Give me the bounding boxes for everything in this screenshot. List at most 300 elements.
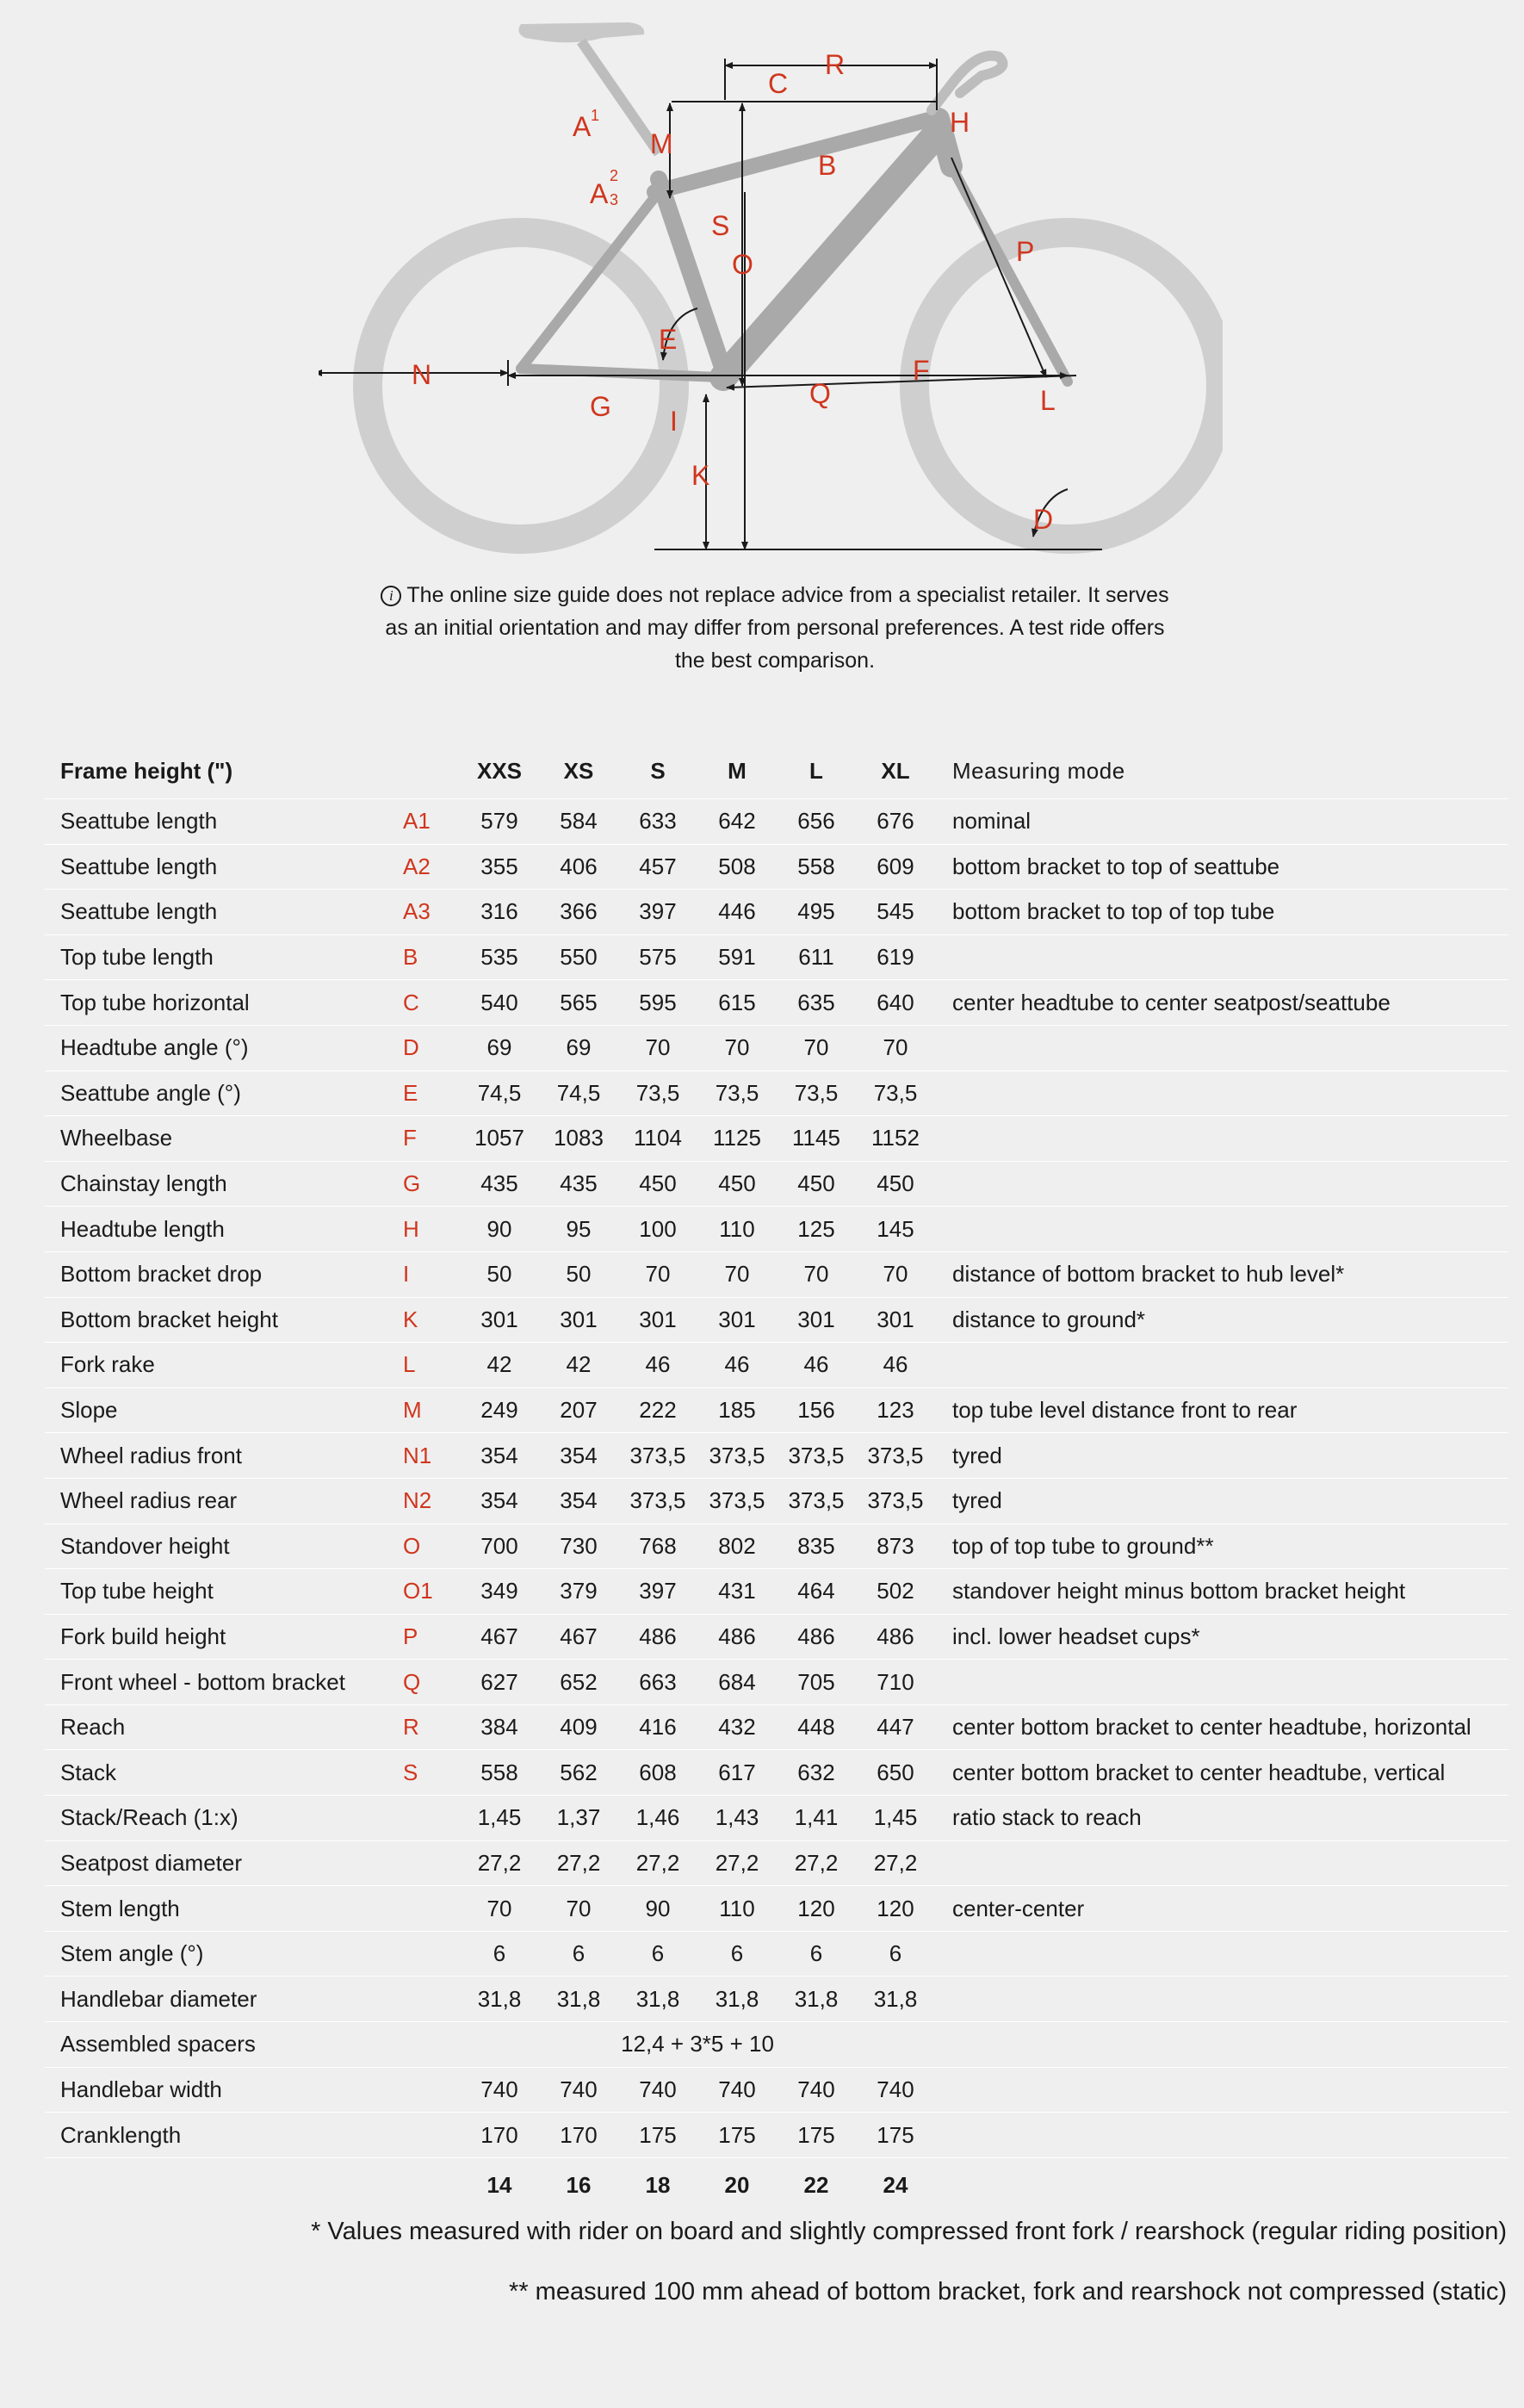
measuring-mode: tyred: [952, 1442, 1002, 1468]
info-icon: i: [381, 586, 401, 606]
table-row: [45, 844, 1509, 890]
svg-text:3: 3: [610, 191, 619, 208]
size-value: 207: [560, 1397, 598, 1424]
size-value: 467: [480, 1623, 518, 1649]
table-row: [45, 1207, 1509, 1252]
size-value: 435: [560, 1170, 598, 1197]
table-row: [45, 1116, 1509, 1162]
size-value: 27,2: [873, 1849, 918, 1876]
size-value: 110: [719, 1215, 755, 1242]
table-row: [45, 1297, 1509, 1343]
size-value: 558: [480, 1759, 518, 1785]
size-heading: L: [809, 757, 823, 784]
dimension-code: [403, 1840, 460, 1886]
measuring-mode: [935, 1071, 1509, 1116]
size-value: 6: [651, 1940, 665, 1967]
dimension-code: B: [403, 944, 418, 971]
measuring-mode: incl. lower headset cups*: [952, 1623, 1200, 1649]
dimension-name: Stem angle (°): [60, 1940, 204, 1967]
size-value: 802: [718, 1532, 756, 1559]
size-value: 435: [480, 1170, 518, 1197]
size-value: 650: [877, 1759, 914, 1785]
frame-height-value: 22: [803, 2172, 829, 2199]
measuring-mode: standover height minus bottom bracket height: [952, 1578, 1406, 1604]
svg-text:1: 1: [591, 107, 600, 124]
dimension-code: G: [403, 1170, 421, 1197]
measuring-mode: [935, 2022, 1509, 2068]
table-row: [45, 1977, 1509, 2022]
size-value: 558: [797, 853, 835, 879]
table-row: [45, 890, 1509, 935]
dimension-code: N2: [403, 1487, 432, 1514]
table-row: [45, 1569, 1509, 1615]
measuring-mode: [935, 934, 1509, 980]
size-value: 120: [877, 1895, 914, 1921]
dimension-code: Q: [403, 1668, 421, 1695]
table-row: [45, 1931, 1509, 1977]
size-value: 170: [560, 2121, 598, 2148]
size-value: 617: [718, 1759, 756, 1785]
size-value: 301: [718, 1306, 756, 1332]
measuring-mode: bottom bracket to top of top tube: [952, 898, 1275, 925]
size-value: 31,8: [477, 1985, 522, 2012]
size-value: 740: [797, 2076, 835, 2102]
size-value: 768: [639, 1532, 677, 1559]
label-i: I: [670, 406, 678, 437]
dimension-code: F: [403, 1125, 417, 1151]
table-header-row: [45, 743, 1509, 799]
dimension-name: Wheel radius rear: [60, 1487, 238, 1514]
dimension-name: Stack/Reach (1:x): [60, 1804, 239, 1831]
size-value: 432: [718, 1714, 756, 1741]
dimension-code: [403, 1886, 460, 1932]
size-value: 447: [877, 1714, 914, 1741]
dimension-name: Seattube length: [60, 898, 218, 925]
measuring-mode-heading: Measuring mode: [952, 757, 1125, 784]
frame-height-value: 14: [486, 2172, 512, 2199]
dimension-name: Wheel radius front: [60, 1442, 242, 1468]
size-value: 1,43: [715, 1804, 759, 1831]
size-value: 70: [645, 1261, 671, 1288]
dimension-code: C: [403, 989, 419, 1015]
size-value: 676: [877, 808, 914, 835]
size-value: 873: [877, 1532, 914, 1559]
size-heading: XL: [881, 757, 910, 784]
size-value: 6: [493, 1940, 506, 1967]
frame-height-value: 24: [883, 2172, 908, 2199]
size-value: 175: [718, 2121, 756, 2148]
saddle: [518, 22, 644, 42]
dimension-code: A2: [403, 853, 431, 879]
size-value: 591: [718, 944, 756, 971]
dimension-code: O1: [403, 1578, 433, 1604]
size-value: 27,2: [477, 1849, 522, 1876]
measuring-mode: top tube level distance front to rear: [952, 1397, 1298, 1424]
dimension-name: Slope: [60, 1397, 118, 1424]
size-value: 185: [718, 1397, 756, 1424]
size-value: 1104: [634, 1125, 682, 1151]
size-value: 642: [718, 808, 756, 835]
size-value: 640: [877, 989, 914, 1015]
size-value: 467: [560, 1623, 598, 1649]
dimension-name: Seattube length: [60, 853, 218, 879]
size-value: 663: [639, 1668, 677, 1695]
size-value: 6: [809, 1940, 823, 1967]
size-value: 175: [797, 2121, 835, 2148]
dimension-name: Top tube length: [60, 944, 214, 971]
size-value: 70: [803, 1261, 829, 1288]
size-value: 100: [639, 1215, 677, 1242]
label-d: D: [1033, 504, 1054, 535]
size-value: 355: [480, 853, 518, 879]
dimension-name: Headtube length: [60, 1215, 225, 1242]
size-value: 373,5: [867, 1487, 924, 1514]
measuring-mode: nominal: [952, 808, 1031, 835]
dimension-name: Front wheel - bottom bracket: [60, 1668, 345, 1695]
size-value: 301: [877, 1306, 914, 1332]
size-value: 579: [480, 808, 518, 835]
measuring-mode: [935, 2113, 1509, 2158]
dimension-code: S: [403, 1759, 418, 1785]
size-value: 50: [486, 1261, 512, 1288]
measuring-mode: tyred: [952, 1487, 1002, 1514]
measuring-mode: [935, 1116, 1509, 1162]
label-a1: A: [573, 111, 592, 142]
size-value: 633: [639, 808, 677, 835]
size-value: 446: [718, 898, 756, 925]
handlebar: [932, 56, 1003, 110]
size-value: 70: [724, 1034, 750, 1061]
size-value: 450: [718, 1170, 756, 1197]
size-value: 145: [877, 1215, 914, 1242]
size-value: 27,2: [794, 1849, 839, 1876]
size-value: 535: [480, 944, 518, 971]
size-value: 31,8: [873, 1985, 918, 2012]
size-value: 31,8: [556, 1985, 601, 2012]
size-value: 366: [560, 898, 598, 925]
table-row: [45, 1614, 1509, 1660]
size-value: 90: [645, 1895, 671, 1921]
label-l: L: [1040, 385, 1056, 416]
measuring-mode: center bottom bracket to center headtube, horizontal: [952, 1714, 1471, 1741]
table-row: [45, 2022, 1509, 2068]
size-value: 70: [724, 1261, 750, 1288]
label-g: G: [590, 391, 611, 422]
size-value: 1125: [713, 1125, 761, 1151]
size-value: 301: [797, 1306, 835, 1332]
size-value: 110: [719, 1895, 755, 1921]
size-value: 740: [877, 2076, 914, 2102]
size-value: 6: [730, 1940, 744, 1967]
size-value: 562: [560, 1759, 598, 1785]
measuring-mode: [935, 1977, 1509, 2022]
size-value: 301: [560, 1306, 598, 1332]
size-value: 457: [639, 853, 677, 879]
size-value: 31,8: [635, 1985, 680, 2012]
size-value: 632: [797, 1759, 835, 1785]
dimension-code: L: [403, 1351, 416, 1378]
table-row: [45, 1796, 1509, 1841]
dimension-name: Standover height: [60, 1532, 230, 1559]
table-row: [45, 1704, 1509, 1750]
size-value: 70: [486, 1895, 512, 1921]
table-row: [45, 1524, 1509, 1569]
size-value: 73,5: [715, 1079, 759, 1106]
dimension-name: Seattube angle (°): [60, 1079, 241, 1106]
size-value: 6: [889, 1940, 902, 1967]
size-value: 835: [797, 1532, 835, 1559]
size-value: 710: [877, 1668, 914, 1695]
size-value: 70: [566, 1895, 592, 1921]
measuring-mode: [935, 1025, 1509, 1071]
measuring-mode: top of top tube to ground**: [952, 1532, 1214, 1559]
frame-height-value: 18: [645, 2172, 671, 2199]
measuring-mode: [935, 1161, 1509, 1207]
table-row: [45, 980, 1509, 1026]
table-row: [45, 1343, 1509, 1388]
label-p: P: [1016, 236, 1035, 267]
size-value: 90: [486, 1215, 512, 1242]
dimension-name: Bottom bracket drop: [60, 1261, 263, 1288]
size-value: 170: [480, 2121, 518, 2148]
dimension-code: [403, 1977, 460, 2022]
measuring-mode: center bottom bracket to center headtube, vertical: [952, 1759, 1446, 1785]
size-heading: XXS: [476, 757, 523, 784]
size-value: 611: [798, 944, 834, 971]
size-value: 1057: [474, 1125, 524, 1151]
size-value: 316: [480, 898, 518, 925]
dimension-name: Handlebar diameter: [60, 1985, 257, 2012]
size-value: 615: [718, 989, 756, 1015]
size-value: 740: [639, 2076, 677, 2102]
dimension-name: Fork build height: [60, 1623, 226, 1649]
size-value: 73,5: [794, 1079, 839, 1106]
label-q: Q: [809, 378, 831, 409]
size-value: 1,45: [873, 1804, 918, 1831]
table-row: [45, 2113, 1509, 2158]
size-value: 46: [724, 1351, 750, 1378]
size-value: 73,5: [873, 1079, 918, 1106]
size-value: 740: [480, 2076, 518, 2102]
dimension-name: Top tube horizontal: [60, 989, 250, 1015]
size-value: 354: [560, 1442, 598, 1468]
size-value: 42: [566, 1351, 592, 1378]
dimension-name: Stem length: [60, 1895, 180, 1921]
size-value: 595: [639, 989, 677, 1015]
size-value: 565: [560, 989, 598, 1015]
dimension-code: [403, 2022, 460, 2068]
size-value: 46: [803, 1351, 829, 1378]
size-value: 70: [883, 1034, 908, 1061]
size-value: 406: [560, 853, 598, 879]
dimension-code: M: [403, 1397, 422, 1424]
measuring-mode: ratio stack to reach: [952, 1804, 1142, 1831]
size-value: 545: [877, 898, 914, 925]
table-row: [45, 1387, 1509, 1433]
measuring-mode: [935, 1931, 1509, 1977]
dimension-code: [403, 2067, 460, 2113]
dimension-code: [403, 2113, 460, 2158]
size-value: 608: [639, 1759, 677, 1785]
bike-geometry-diagram: [319, 16, 1223, 558]
dimension-code: [403, 1931, 460, 1977]
table-row: [45, 1478, 1509, 1524]
geometry-table: [45, 743, 1509, 2213]
frame-height-row: [45, 2157, 1509, 2213]
size-value: 31,8: [794, 1985, 839, 2012]
size-value: 74,5: [556, 1079, 601, 1106]
measuring-mode: center-center: [952, 1895, 1085, 1921]
size-value: 249: [480, 1397, 518, 1424]
size-value: 27,2: [635, 1849, 680, 1876]
frame-height-heading: Frame height ("): [60, 757, 233, 784]
size-value: 50: [566, 1261, 592, 1288]
size-value: 27,2: [556, 1849, 601, 1876]
size-value: 69: [486, 1034, 512, 1061]
size-value: 652: [560, 1668, 598, 1695]
svg-text:2: 2: [610, 167, 619, 184]
size-value: 31,8: [715, 1985, 759, 2012]
size-value: 1145: [792, 1125, 840, 1151]
size-value: 46: [883, 1351, 908, 1378]
size-value: 448: [797, 1714, 835, 1741]
dimension-code: H: [403, 1215, 419, 1242]
size-value: 508: [718, 853, 756, 879]
label-b: B: [818, 150, 837, 181]
size-value: 125: [797, 1215, 835, 1242]
size-value: 373,5: [867, 1442, 924, 1468]
dimension-name: Chainstay length: [60, 1170, 227, 1197]
size-value: 550: [560, 944, 598, 971]
size-heading: M: [728, 757, 747, 784]
label-r: R: [825, 49, 846, 80]
measuring-mode: [935, 2067, 1509, 2113]
dimension-name: Wheelbase: [60, 1125, 173, 1151]
size-value: 730: [560, 1532, 598, 1559]
measuring-mode: bottom bracket to top of seattube: [952, 853, 1280, 879]
table-row: [45, 1886, 1509, 1932]
size-value: 486: [877, 1623, 914, 1649]
size-value: 450: [877, 1170, 914, 1197]
size-value: 609: [877, 853, 914, 879]
dimension-name: Reach: [60, 1714, 126, 1741]
size-value: 740: [718, 2076, 756, 2102]
measuring-mode: center headtube to center seatpost/seattube: [952, 989, 1391, 1015]
size-value: 379: [560, 1578, 598, 1604]
measuring-mode: distance of bottom bracket to hub level*: [952, 1261, 1345, 1288]
size-value: 705: [797, 1668, 835, 1695]
table-row: [45, 1433, 1509, 1479]
dimension-code: N1: [403, 1442, 432, 1468]
size-value: 69: [566, 1034, 592, 1061]
dimension-name: Headtube angle (°): [60, 1034, 249, 1061]
dimension-code: [403, 1796, 460, 1841]
size-value: 123: [877, 1397, 914, 1424]
table-row: [45, 934, 1509, 980]
size-value: 373,5: [709, 1442, 765, 1468]
size-value: 450: [639, 1170, 677, 1197]
label-k: K: [691, 460, 710, 491]
size-value: 349: [480, 1578, 518, 1604]
footnote-static: ** measured 100 mm ahead of bottom bracket, fork and rearshock not compressed (static): [509, 2278, 1507, 2306]
measuring-mode: [935, 1660, 1509, 1705]
size-value: 450: [797, 1170, 835, 1197]
dimension-code: R: [403, 1714, 419, 1741]
size-value: 431: [718, 1578, 756, 1604]
size-value: 486: [797, 1623, 835, 1649]
size-value: 373,5: [788, 1487, 845, 1514]
spacer-values: 12,4 + 3*5 + 10: [621, 2031, 774, 2057]
size-value: 1083: [554, 1125, 604, 1151]
size-value: 301: [480, 1306, 518, 1332]
size-value: 42: [486, 1351, 512, 1378]
table-row: [45, 1025, 1509, 1071]
size-value: 1152: [871, 1125, 920, 1151]
table-row: [45, 1251, 1509, 1297]
size-value: 397: [639, 898, 677, 925]
table-row: [45, 1840, 1509, 1886]
size-value: 1,46: [635, 1804, 680, 1831]
dimension-code: A3: [403, 898, 431, 925]
size-value: 486: [639, 1623, 677, 1649]
size-value: 409: [560, 1714, 598, 1741]
dimension-code: E: [403, 1079, 418, 1106]
size-value: 175: [877, 2121, 914, 2148]
size-value: 486: [718, 1623, 756, 1649]
size-value: 495: [797, 898, 835, 925]
size-value: 175: [639, 2121, 677, 2148]
dimension-code: D: [403, 1034, 419, 1061]
frame-height-value: 20: [724, 2172, 750, 2199]
table-row: [45, 1660, 1509, 1705]
dimension-name: Cranklength: [60, 2121, 182, 2148]
label-c: C: [768, 68, 789, 99]
size-value: 1,45: [477, 1804, 522, 1831]
size-value: 540: [480, 989, 518, 1015]
size-value: 575: [639, 944, 677, 971]
size-value: 73,5: [635, 1079, 680, 1106]
size-value: 74,5: [477, 1079, 522, 1106]
label-h: H: [950, 107, 970, 138]
dimension-code: K: [403, 1306, 418, 1332]
measuring-mode: [935, 1207, 1509, 1252]
size-value: 619: [877, 944, 914, 971]
table-row: [45, 1750, 1509, 1796]
size-value: 656: [797, 808, 835, 835]
size-value: 627: [480, 1668, 518, 1695]
dimension-code: P: [403, 1623, 418, 1649]
size-value: 700: [480, 1532, 518, 1559]
size-value: 464: [797, 1578, 835, 1604]
footnote-rider: * Values measured with rider on board and slightly compressed front fork / rearshock (regular riding position): [311, 2218, 1507, 2245]
size-value: 373,5: [629, 1487, 686, 1514]
dimension-name: Seattube length: [60, 808, 218, 835]
size-value: 70: [803, 1034, 829, 1061]
dimension-name: Fork rake: [60, 1351, 155, 1378]
size-value: 416: [639, 1714, 677, 1741]
size-value: 46: [645, 1351, 671, 1378]
seatpost: [581, 41, 659, 153]
size-value: 740: [560, 2076, 598, 2102]
size-value: 1,37: [556, 1804, 601, 1831]
table-row: [45, 1161, 1509, 1207]
dimension-name: Assembled spacers: [60, 2031, 256, 2057]
size-value: 1,41: [794, 1804, 839, 1831]
size-value: 354: [480, 1487, 518, 1514]
label-f: F: [913, 355, 930, 386]
disclaimer-note: [379, 579, 1171, 677]
size-value: 70: [883, 1261, 908, 1288]
